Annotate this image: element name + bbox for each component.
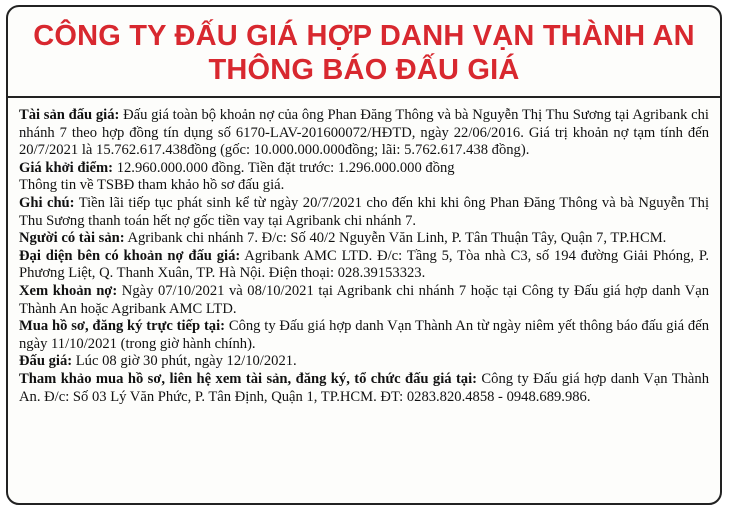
starting-price-paragraph xyxy=(19,160,709,178)
asset-owner-text: Agribank chi nhánh 7. Đ/c: Số 40/2 Nguyễn Văn Linh, P. Tân Thuận Tây, Quận 7, TP.HCM. xyxy=(124,230,667,247)
view-debt-text: Ngày 07/10/2021 và 08/10/2021 tại Agribank chi nhánh 7 hoặc tại Công ty Đấu giá hợp danh Vạn Thành An hoặc Agribank AMC LTD. xyxy=(19,282,709,317)
notice-body xyxy=(19,107,709,406)
contact-label: Tham khảo mua hồ sơ, liên hệ xem tài sản, đăng ký, tổ chức đấu giá tại: xyxy=(19,370,478,387)
note-text: Tiền lãi tiếp tục phát sinh kể từ ngày 20/7/2021 cho đến khi khi ông Phan Đăng Thông và bà Nguyễn Thị Thu Sương thanh toán hết nợ gốc tiền vay tại Agribank chi nhánh 7. xyxy=(19,194,710,229)
registration-label: Mua hồ sơ, đăng ký trực tiếp tại: xyxy=(19,318,226,335)
collateral-info-text: Thông tin về TSBĐ tham khảo hồ sơ đấu giá. xyxy=(19,177,285,194)
notice-header xyxy=(8,7,720,87)
note-label: Ghi chú: xyxy=(19,194,75,211)
registration-paragraph xyxy=(19,318,709,353)
starting-price-text: 12.960.000.000 đồng. Tiền đặt trước: 1.296.000.000 đồng xyxy=(113,159,455,176)
note-paragraph xyxy=(19,195,709,230)
asset-text: Đấu giá toàn bộ khoản nợ của ông Phan Đăng Thông và bà Nguyễn Thị Thu Sương tại Agribank chi nhánh 7 theo hợp đồng tín dụng số 6170-LAV-201600072/HĐTD, ngày 22/06/2016. Giá trị khoản nợ tạm tính đến 20/7/2021 là 15.762.617.438đồng (gốc: 10.000.000.000đồng; lãi: 5.762.617.438 đồng). xyxy=(19,107,709,159)
starting-price-label: Giá khởi điểm: xyxy=(19,159,114,176)
asset-owner-paragraph xyxy=(19,230,709,248)
auction-time-label: Đấu giá: xyxy=(19,353,73,370)
asset-owner-label: Người có tài sản: xyxy=(19,230,125,247)
collateral-info-paragraph xyxy=(19,177,709,195)
company-name: CÔNG TY ĐẤU GIÁ HỢP DANH VẠN THÀNH AN xyxy=(33,20,695,52)
asset-label: Tài sản đấu giá: xyxy=(19,107,120,123)
representative-text: Agribank AMC LTD. Đ/c: Tầng 5, Tòa nhà C3, số 194 đường Giải Phóng, P. Phương Liệt, Q. Thanh Xuân, TP. Hà Nội. Điện thoại: 028.39153323. xyxy=(19,247,709,282)
notice-frame xyxy=(6,5,722,505)
representative-paragraph xyxy=(19,248,709,283)
registration-text: Công ty Đấu giá hợp danh Vạn Thành An từ ngày niêm yết thông báo đấu giá đến ngày 11/10/2021 (trong giờ hành chính). xyxy=(19,318,709,352)
auction-time-paragraph xyxy=(19,353,709,371)
view-debt-label: Xem khoản nợ: xyxy=(19,282,118,299)
contact-paragraph xyxy=(19,371,709,406)
auction-time-text: Lúc 08 giờ 30 phút, ngày 12/10/2021. xyxy=(72,353,297,370)
header-divider xyxy=(8,96,720,98)
representative-label: Đại diện bên có khoản nợ đấu giá: xyxy=(19,247,241,264)
notice-title: THÔNG BÁO ĐẤU GIÁ xyxy=(208,54,520,86)
view-debt-paragraph xyxy=(19,283,709,318)
contact-text: Công ty Đấu giá hợp danh Vạn Thành An. Đ/c: Số 03 Lý Văn Phức, P. Tân Định, Quận 1, TP.HCM. ĐT: 0283.820.4858 - 0948.689.986. xyxy=(19,370,709,405)
asset-paragraph xyxy=(19,107,709,160)
